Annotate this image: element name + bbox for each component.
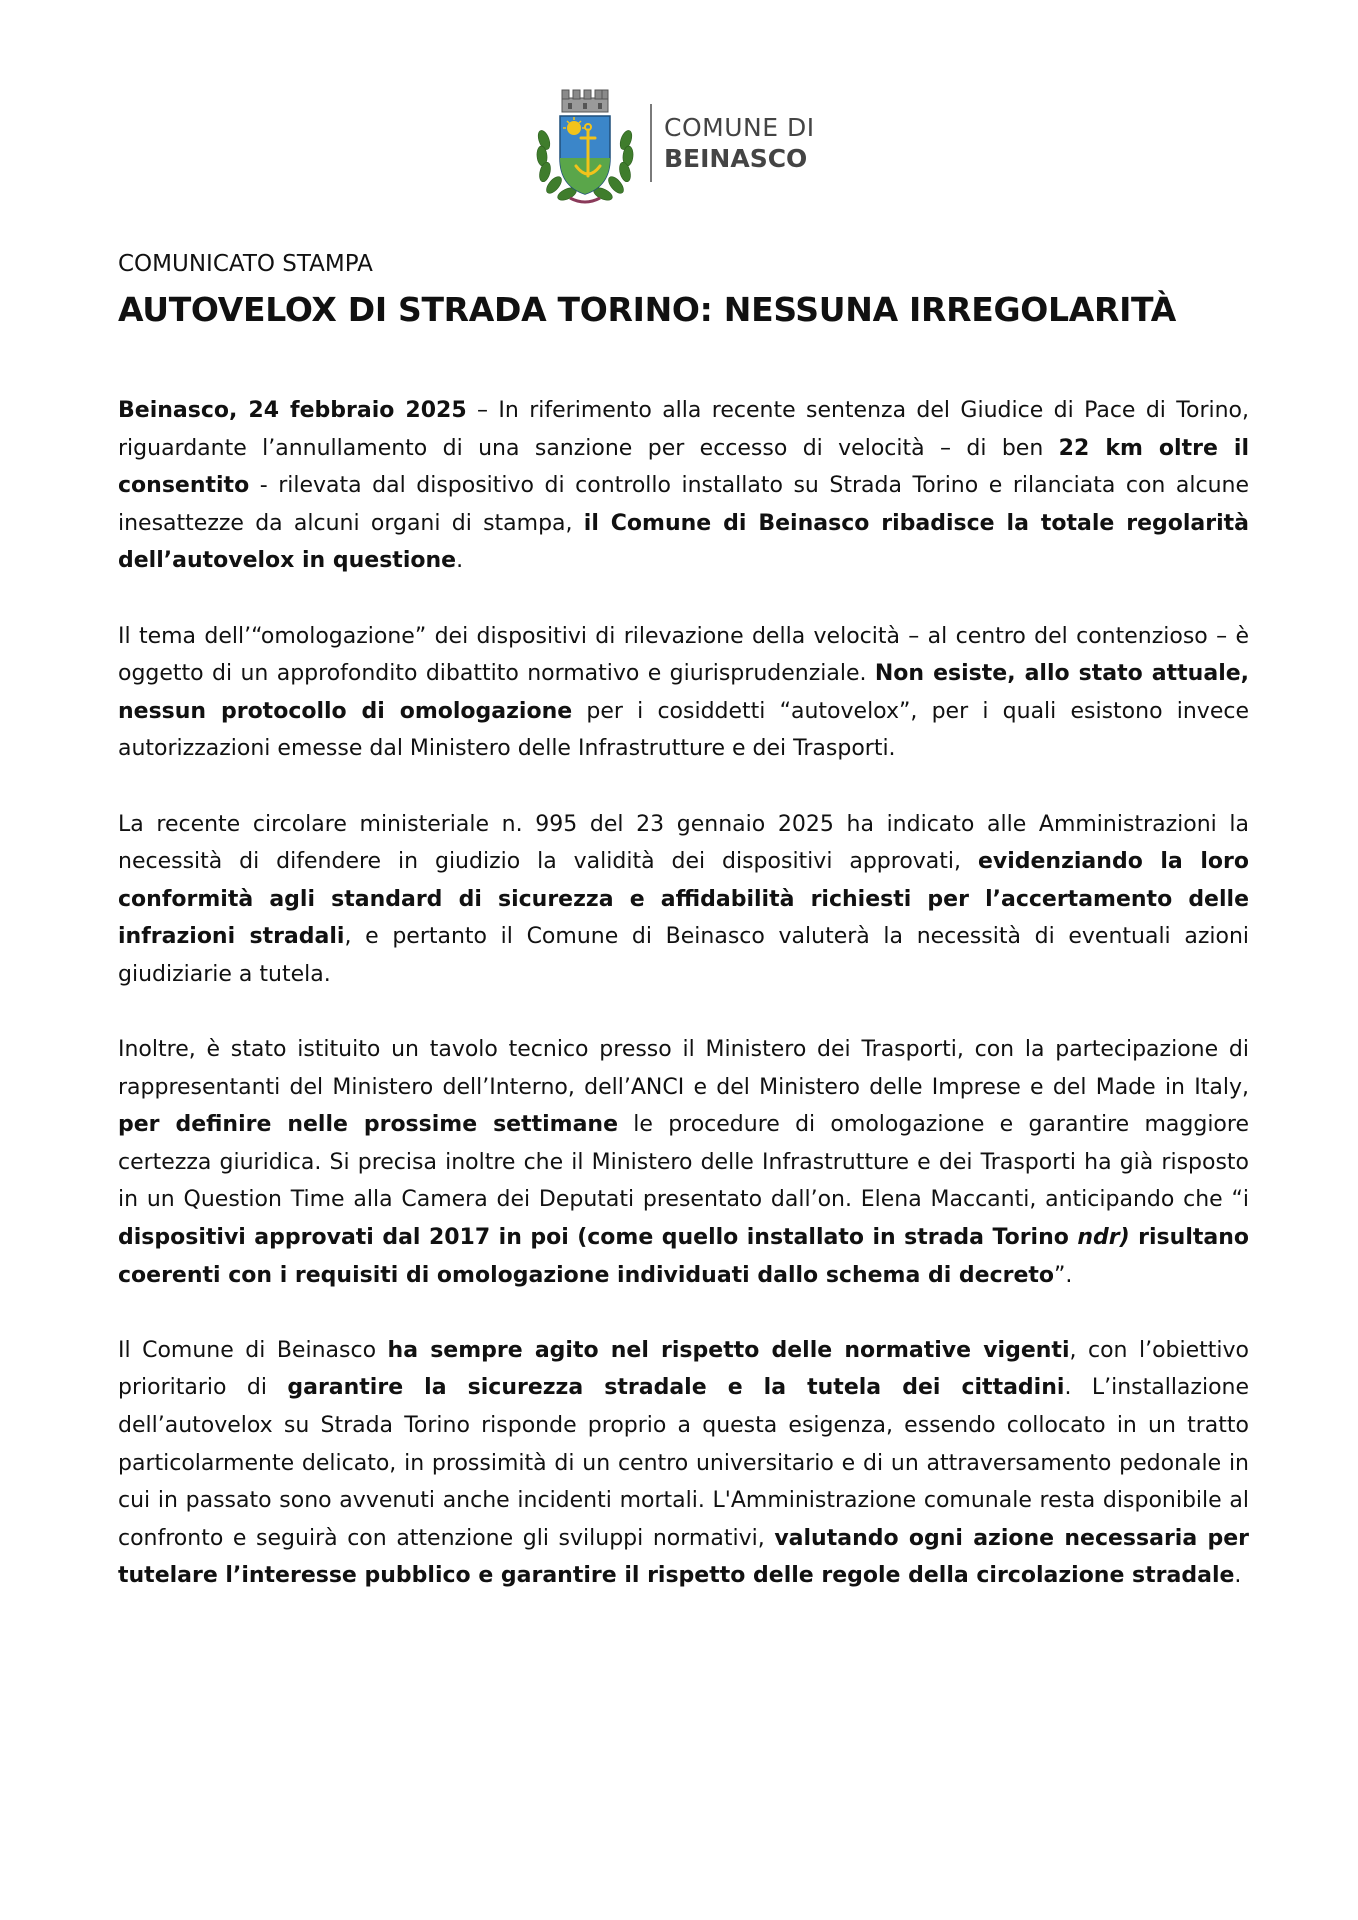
bold-text: Beinasco, 24 febbraio 2025 bbox=[118, 398, 467, 423]
paragraph bbox=[118, 806, 1249, 994]
paragraph bbox=[118, 392, 1249, 580]
logo-line-1: COMUNE DI bbox=[664, 112, 815, 142]
body-text: , con l’obiettivo prioritario di bbox=[118, 1337, 1250, 1401]
paragraph bbox=[118, 1332, 1249, 1595]
body-text: per i cosiddetti “autovelox”, per i quali esistono invece autorizzazioni emesse dal Ministero delle Infrastrutture e dei Trasporti. bbox=[118, 698, 1249, 762]
body-text: Il Comune di Beinasco bbox=[118, 1337, 388, 1363]
body-text: . bbox=[1234, 1563, 1242, 1589]
bold-text: valutando ogni azione necessaria per tutelare l’interesse pubblico e garantire il rispetto delle regole della circolazione stradale bbox=[118, 1525, 1249, 1589]
press-release-body bbox=[118, 392, 1249, 1633]
body-text: Inoltre, è stato istituito un tavolo tecnico presso il Ministero dei Trasporti, con la partecipazione di rappresentanti del Ministero dell’Interno, dell’ANCI e del Ministero delle Imprese e del Made in Italy, bbox=[118, 1037, 1249, 1100]
body-text: ”. bbox=[1054, 1262, 1073, 1288]
comune-logo bbox=[530, 78, 860, 208]
bold-text: ndr) bbox=[1077, 1225, 1130, 1251]
bold-text: il Comune di Beinasco ribadisce la totale regolarità dell’autovelox in questione bbox=[118, 510, 1249, 574]
bold-text: garantire la sicurezza stradale e la tutela dei cittadini bbox=[287, 1375, 1065, 1401]
bold-text: ha sempre agito nel rispetto delle normative vigenti bbox=[387, 1337, 1070, 1363]
bold-text: dispositivi approvati dal 2017 in poi (come quello installato in strada Torino bbox=[118, 1225, 1078, 1251]
body-text: Il tema dell’“omologazione” dei dispositivi di rilevazione della velocità – al centro del contenzioso – è oggetto di un approfondito dibattito normativo e giurisprudenziale. bbox=[118, 623, 1249, 687]
body-text: . L’installazione dell’autovelox su Strada Torino risponde proprio a questa esigenza, essendo collocato in un tratto particolarmente delicato, in prossimità di un centro universitario e di un attraversamento pedonale in cui in passato sono avvenuti anche incidenti mortali. L'Amministrazione comunale resta disponibile al confronto e seguirà con attenzione gli sviluppi normativi, bbox=[118, 1375, 1250, 1551]
document-title: AUTOVELOX DI STRADA TORINO: NESSUNA IRREGOLARITÀ bbox=[118, 290, 1176, 329]
logo-divider bbox=[650, 104, 652, 182]
bold-text: 22 km oltre il consentito bbox=[118, 435, 1250, 499]
logo-wordmark bbox=[664, 112, 815, 175]
paragraph bbox=[118, 618, 1249, 768]
body-text: - rilevata dal dispositivo di controllo installato su Strada Torino e rilanciata con alcune inesattezze da alcuni organi di stampa, bbox=[118, 473, 1249, 536]
body-text: , e pertanto il Comune di Beinasco valuterà la necessità di eventuali azioni giudiziarie a tutela. bbox=[118, 924, 1249, 987]
logo-line-2: BEINASCO bbox=[664, 144, 808, 173]
bold-text: Non esiste, allo stato attuale, nessun protocollo di omologazione bbox=[118, 661, 1250, 724]
body-text: . bbox=[456, 548, 464, 574]
bold-text: risultano coerenti con i requisiti di omologazione individuati dallo schema di decreto bbox=[118, 1225, 1249, 1288]
body-text: le procedure di omologazione e garantire maggiore certezza giuridica. Si precisa inoltre che il Ministero delle Infrastrutture e dei Trasporti ha già risposto in un Question Time alla Camera dei Deputati presentato dall’on. Elena Maccanti, anticipando che “i bbox=[118, 1112, 1249, 1213]
coat-of-arms-icon bbox=[530, 78, 640, 208]
bold-text: evidenziando la loro conformità agli standard di sicurezza e affidabilità richiesti per l’accertamento delle infrazioni stradali bbox=[118, 849, 1249, 950]
document-label: COMUNICATO STAMPA bbox=[118, 251, 373, 277]
body-text: – In riferimento alla recente sentenza del Giudice di Pace di Torino, riguardante l’annullamento di una sanzione per eccesso di velocità – di ben bbox=[118, 398, 1250, 461]
bold-text: per definire nelle prossime settimane bbox=[118, 1112, 619, 1138]
paragraph bbox=[118, 1031, 1249, 1294]
body-text: La recente circolare ministeriale n. 995 del 23 gennaio 2025 ha indicato alle Amministrazioni la necessità di difendere in giudizio la validità dei dispositivi approvati, bbox=[118, 811, 1249, 875]
